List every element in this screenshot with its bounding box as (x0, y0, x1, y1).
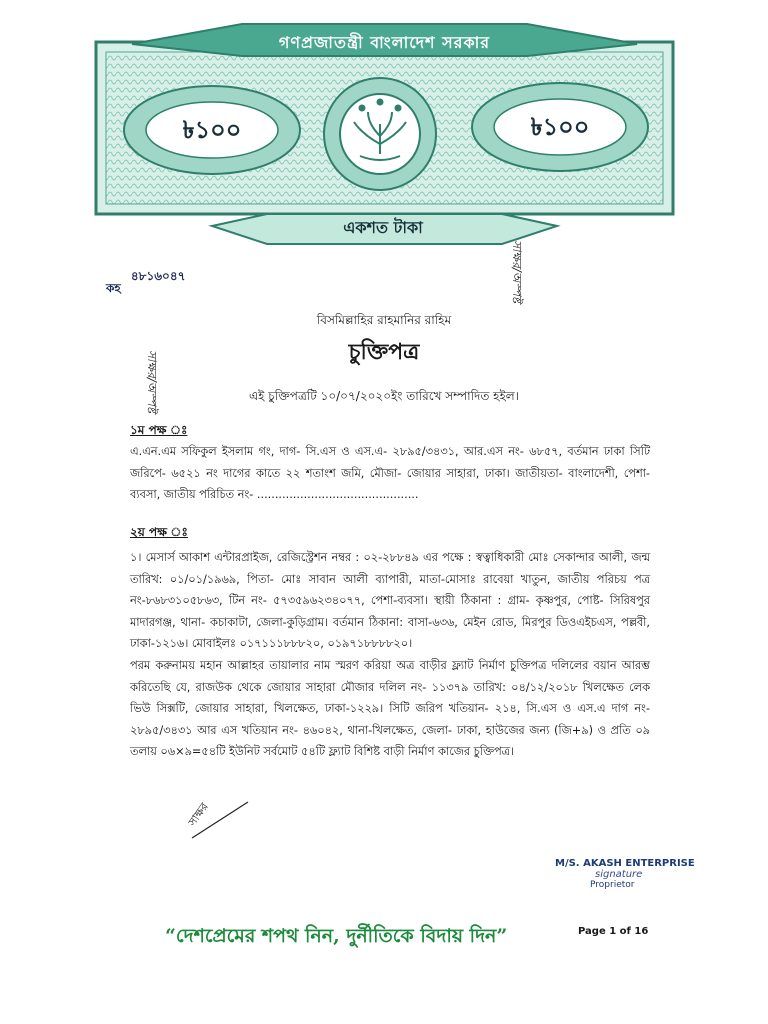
second-party-heading: ২য় পক্ষ ঃ (130, 525, 188, 539)
stamp-value-left: ৳১০০ (182, 116, 242, 144)
company-seal (555, 858, 695, 890)
stamp-value-right: ৳১০০ (530, 113, 590, 141)
pen-initial: সাক্ষর (185, 800, 211, 829)
footer-slogan: “দেশপ্রেমের শপথ নিন, দুর্নীতিকে বিদায় দিন” (165, 925, 508, 947)
stamp-serial (106, 268, 186, 295)
execution-date-line: এই চুক্তিপত্রটি ১০/০৭/২০২০ইং তারিখে সম্পাদিত হইল। (249, 389, 519, 403)
first-party-heading: ১ম পক্ষ ঃ (130, 423, 188, 437)
first-party-text: এ.এন.এম সফিকুল ইসলাম গং, দাগ- সি.এস ও এস.এ- ২৮৯৫/৩৪৩১, আর.এস নং- ৬৮৫৭, বর্তমান ঢাকা সিটি জরিপে- ৬৫২১ নং দাগের কাতে ২২ শতাংশ জমি, মৌজা- জোয়ার সাহারা, ঢাকা। জাতীয়তা- বাংলাদেশী, পেশা- ব্যবসা, জাতীয় পরিচিত নং- ............................................. (130, 445, 650, 501)
company-signature: signature (595, 869, 643, 880)
company-role: Proprietor (590, 880, 635, 890)
agreement-body-text: পরম করুনাময় মহান আল্লাহর তায়ালার নাম স্মরণ করিয়া অত্র বাড়ীর ফ্ল্যাট নির্মাণ চুক্তিপত্র দলিলের বয়ান আরম্ভ করিতেছি যে, রাজউক থেকে জোয়ার সাহারা মৌজার দলিল নং- ১১৩৭৯ তারিখ: ০৪/১২/২০১৮ খিলক্ষেত লেক ভিউ সিক্সটি, জোয়ার সাহারা, খিলক্ষেত, ঢাকা-১২২৯। সিটি জরিপ খতিয়ান- ২১৪, সি.এস ও এস.এ দাগ নং- ২৮৯৫/৩৪৩১ আর এস খতিয়ান নং- ৪৬০৪২, থানা-খিলক্ষেত, জেলা- ঢাকা, হাউজের জন্য (জি+৯) ও প্রতি ০৯ তলায় ০৬×৯=৫৪টি ইউনিট সর্বমোট ৫৪টি ফ্ল্যাট বিশিষ্ট বাড়ী নির্মাণ কাজের চুক্তিপত্র। (130, 659, 650, 758)
company-name: M/S. AKASH ENTERPRISE (555, 858, 695, 869)
second-party-text: ১। মেসার্স আকাশ এন্টারপ্রাইজ, রেজিস্ট্রেশন নম্বর : ০২-২৮৮৪৯ এর পক্ষে : স্বত্বাধিকারী মোঃ সেকান্দার আলী, জন্ম তারিখ: ০১/০১/১৯৬৯, পিতা- মোঃ সাবান আলী ব্যাপারী, মাতা-মোসাঃ রাবেয়া খাতুন, জাতীয় পরিচয় পত্র নং-৮৬৮৩১০৫৮৬৩, টিন নং- ৫৭৩৫৯৬২৩৪০৭৭, পেশা-ব্যবসা। স্থায়ী ঠিকানা : গ্রাম- কৃষ্ণপুর, পোষ্ট- সিরিষপুর মাদারগঞ্জ, থানা- কচাকাটা, জেলা-কুড়িগ্রাম। বর্তমান ঠিকানা: বাসা-৬৩৬, মেইন রোড, মিরপুর ডিওএইচএস, পল্লবী, ঢাকা-১২১৬। মোবাইলঃ ০১৭১১১৮৮৮২০, ০১৯৭১৮৮৮৮২০। (130, 551, 650, 650)
page-number: Page 1 of 16 (578, 926, 649, 937)
document-title: চুক্তিপত্র (348, 340, 420, 365)
stamp-value-words: একশত টাকা (343, 218, 423, 237)
stamp-title: গণপ্রজাতন্ত্রী বাংলাদেশ সরকার (278, 33, 491, 52)
bismillah-line: বিসমিল্লাহির রাহমানির রাহিম (316, 313, 452, 327)
margin-signature-right: সাক্ষর/অস্পষ্ট (510, 240, 524, 304)
serial-prefix: কহ (106, 281, 121, 295)
stamp-paper-banner (92, 14, 677, 260)
margin-signature-left: সাক্ষর/অস্পষ্ট (145, 350, 159, 414)
serial-number: ৪৮১৬০৪৭ (130, 269, 186, 283)
